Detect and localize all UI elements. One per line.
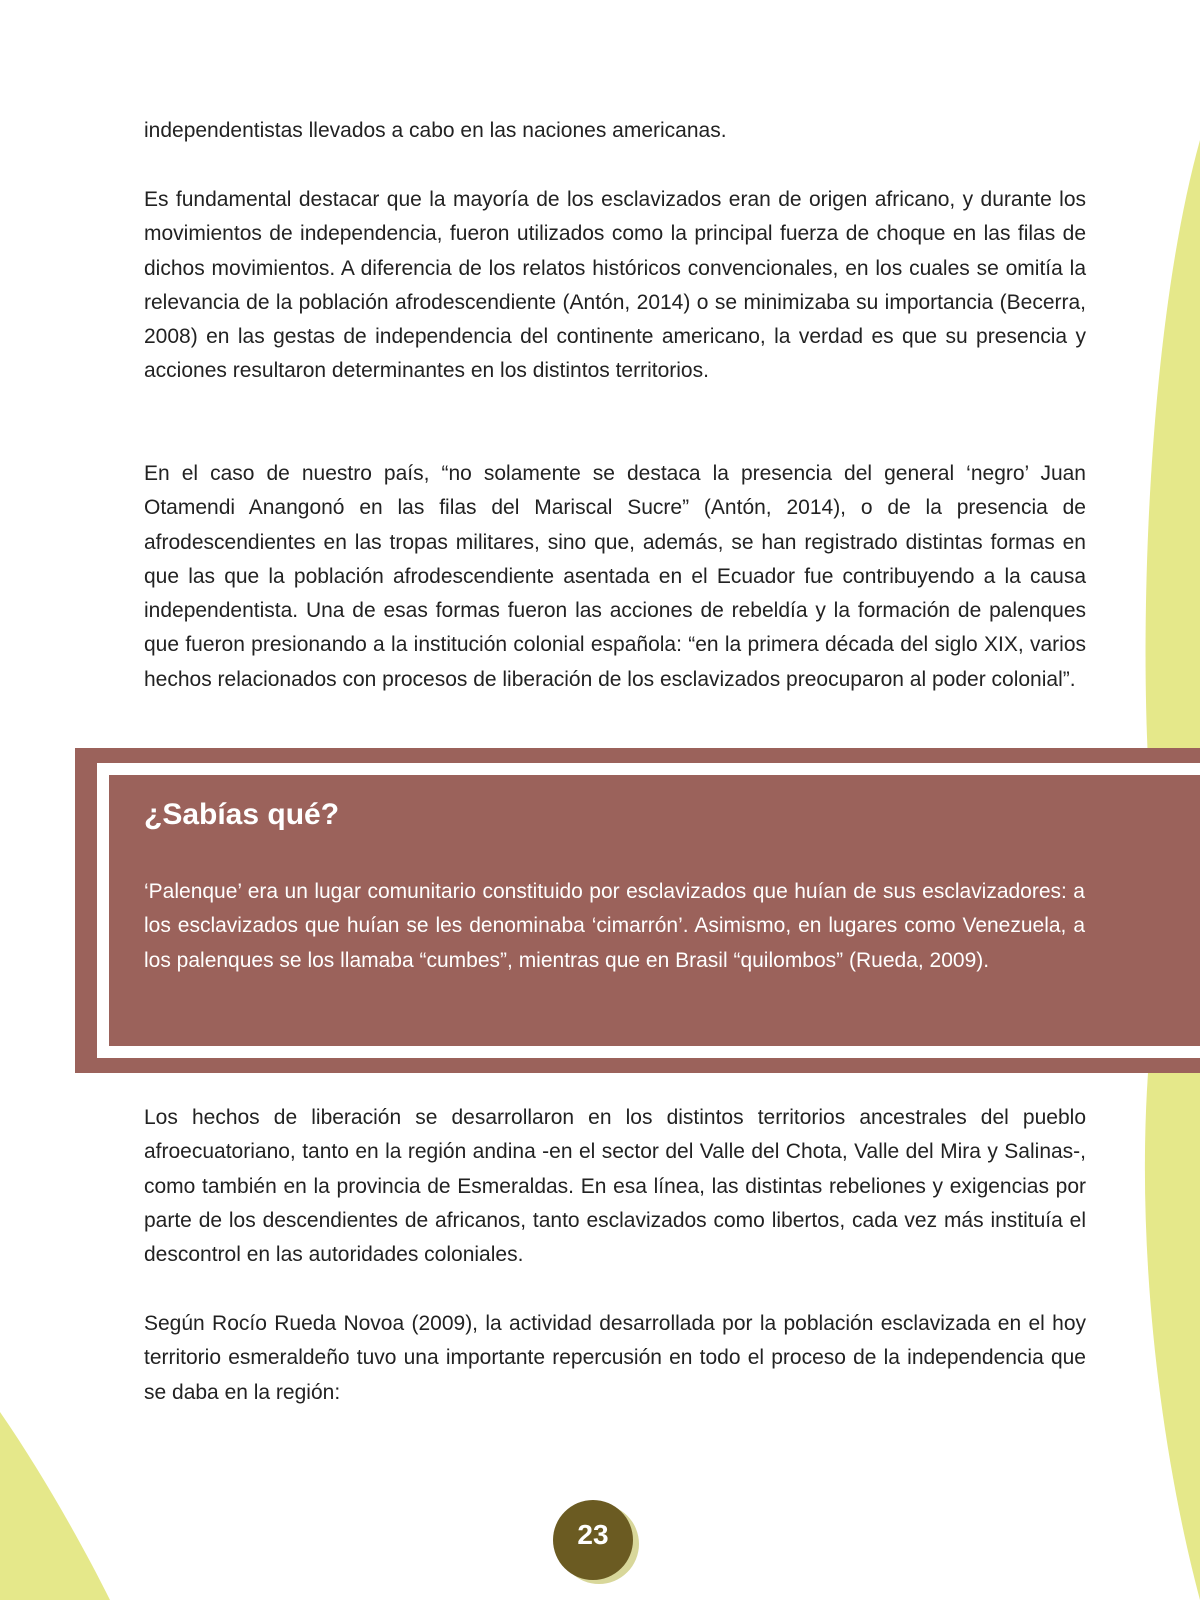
page-number: 23 xyxy=(577,1519,609,1550)
callout-title: ¿Sabías qué? xyxy=(144,798,340,831)
paragraph-intro: independentistas llevados a cabo en las naciones americanas. xyxy=(144,119,727,142)
right-green-shape-lower xyxy=(1145,1073,1200,1600)
did-you-know-callout xyxy=(75,748,1200,1073)
page-number-badge xyxy=(553,1500,637,1584)
right-green-shape xyxy=(1146,140,1200,760)
paragraph-caso-ecuador: En el caso de nuestro país, “no solamente se destaca la presencia del general ‘negro’ Juan Otamendi Anangonó en las filas del Mariscal Sucre” (Antón, 2014), o de la presencia de afrodescendientes en las tropas militares, sino que, además, se han registrado distintas formas en que las que la población afrodescendiente asentada en el Ecuador fue contribuyendo a la causa independentista. Una de esas formas fueron las acciones de rebeldía y la formación de palenques que fueron presionando a la institución colonial española: “en la primera década del siglo XIX, varios hechos relacionados con procesos de liberación de los esclavizados preocuparon al poder colonial”. xyxy=(144,462,1086,691)
paragraph-hechos-liberacion: Los hechos de liberación se desarrollaron en los distintos territorios ancestrales del pueblo afroecuatoriano, tanto en la región andina -en el sector del Valle del Chota, Valle del Mira y Salinas-, como también en la provincia de Esmeraldas. En esa línea, las distintas rebeliones y exigencias por parte de los descendientes de africanos, tanto esclavizados como libertos, cada vez más instituía el descontrol en las autoridades coloniales. xyxy=(144,1106,1086,1267)
bottom-left-green-shape xyxy=(0,1412,110,1600)
callout-text: ‘Palenque’ era un lugar comunitario constituido por esclavizados que huían de sus esclavizadores: a los esclavizados que huían se les denominaba ‘cimarrón’. Asimismo, en lugares como Venezuela, a los palenques se los llamaba “cumbes”, mientras que en Brasil “quilombos” (Rueda, 2009). xyxy=(144,880,1085,972)
paragraph-segun-rueda: Según Rocío Rueda Novoa (2009), la actividad desarrollada por la población esclavizada en el hoy territorio esmeraldeño tuvo una importante repercusión en todo el proceso de la independencia que se daba en la región: xyxy=(144,1312,1086,1404)
paragraph-esclavizados: Es fundamental destacar que la mayoría de los esclavizados eran de origen africano, y durante los movimientos de independencia, fueron utilizados como la principal fuerza de choque en las filas de dichos movimientos. A diferencia de los relatos históricos convencionales, en los cuales se omitía la relevancia de la población afrodescendiente (Antón, 2014) o se minimizaba su importancia (Becerra, 2008) en las gestas de independencia del continente americano, la verdad es que su presencia y acciones resultaron determinantes en los distintos territorios. xyxy=(144,188,1086,383)
